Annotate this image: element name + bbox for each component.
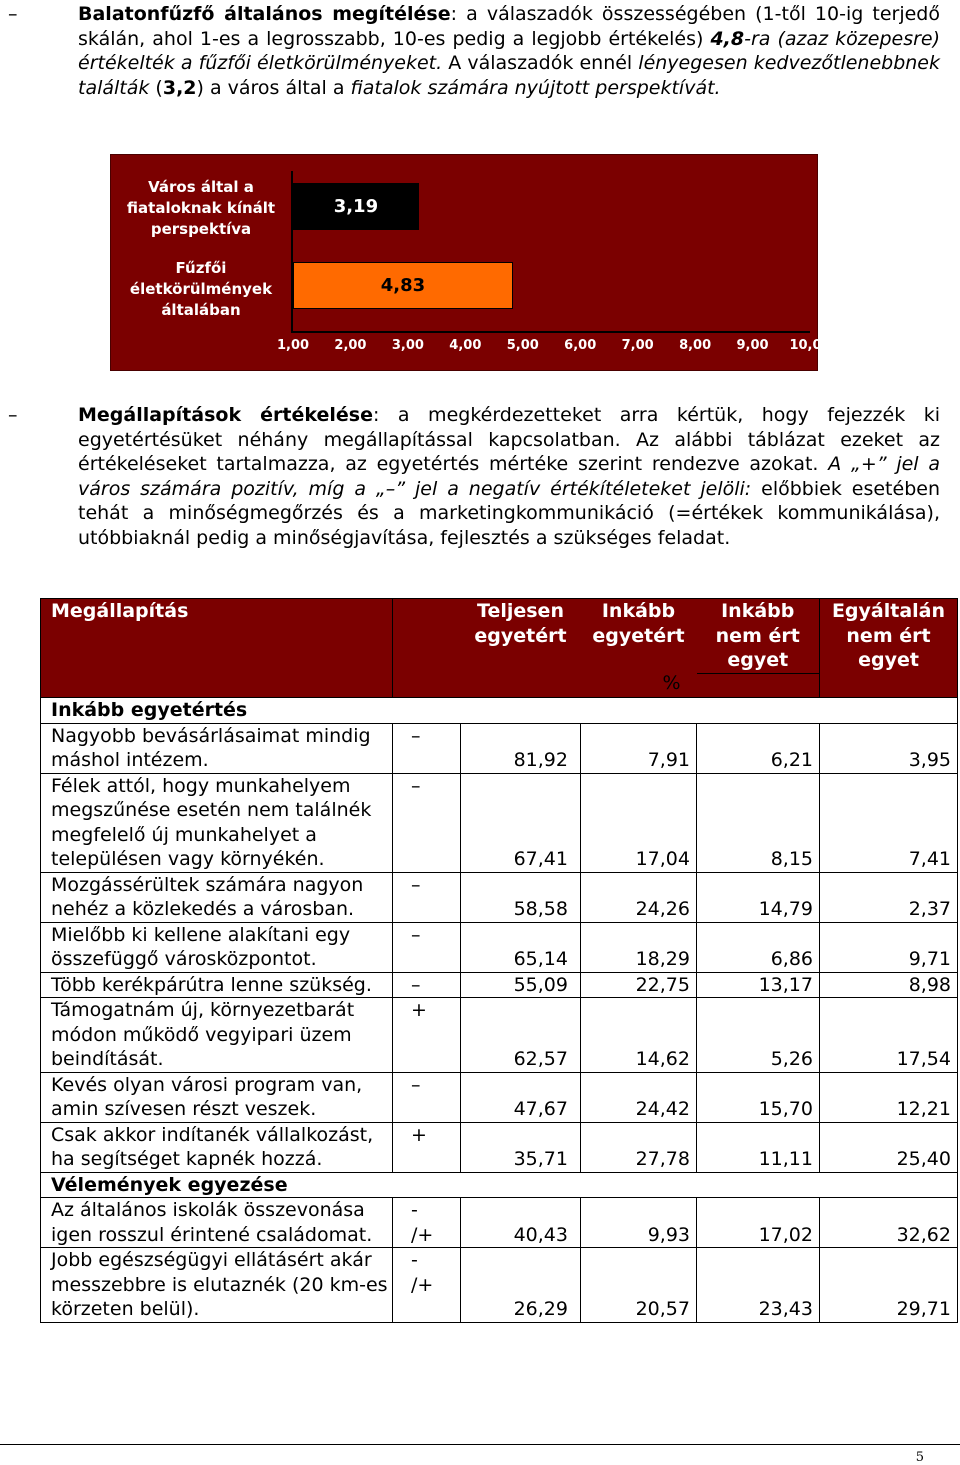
- header-cell: Megállapítás: [41, 599, 393, 698]
- value-cell: 9,93: [581, 1198, 697, 1248]
- bar-chart: [110, 154, 831, 371]
- text-run: A válaszadók ennél: [442, 52, 639, 74]
- emph-value: 3,2: [162, 76, 197, 99]
- list-dash: –: [8, 404, 18, 426]
- statement-cell: Jobb egészségügyi ellátásért akár messzebbre is elutaznék (20 km-es körzeten belül).: [41, 1248, 393, 1323]
- sign-cell: –: [393, 872, 461, 922]
- value-cell: 9,71: [820, 922, 958, 972]
- statement-cell: Kevés olyan városi program van, amin szívesen részt veszek.: [41, 1072, 393, 1122]
- value-cell: 25,40: [820, 1122, 958, 1172]
- value-cell: 15,70: [697, 1072, 820, 1122]
- x-tick-label: 9,00: [736, 338, 769, 353]
- header-cell: [393, 599, 461, 698]
- header-cell-label: Inkább egyetért: [592, 600, 685, 647]
- table-row: [41, 972, 958, 998]
- table-row: [41, 1122, 958, 1172]
- text-run: : a válaszadók összességében (1-től 10-ig terjedő skálán, ahol 1-es a legrosszabb, 10-es pedig a legjobb értékelés): [78, 3, 940, 50]
- x-tick-label: 6,00: [564, 338, 597, 353]
- bar-value-label: 3,19: [333, 196, 379, 217]
- sign-cell: –: [393, 972, 461, 998]
- statement-cell: Nagyobb bevásárlásaimat mindig máshol intézem.: [41, 723, 393, 773]
- table-row: [41, 998, 958, 1073]
- chart-bar: [293, 183, 419, 230]
- section-title: Inkább egyetértés: [41, 698, 958, 724]
- value-cell: 13,17: [697, 972, 820, 998]
- value-cell: 20,57: [581, 1248, 697, 1323]
- category-label: Város által a fiataloknak kínált perspektíva: [126, 178, 276, 238]
- value-cell: 17,04: [581, 773, 697, 872]
- findings-paragraph: [0, 403, 940, 550]
- text-run: előbbiek esetében tehát a minőségmegőrzés és a marketingkommunikáció (=értékek kommunikálása), utóbbiaknál pedig a minőségjavítása, fejlesztés a szükséges feladat.: [78, 477, 940, 549]
- value-cell: 7,41: [820, 773, 958, 872]
- value-cell: 8,98: [820, 972, 958, 998]
- value-cell: 24,26: [581, 872, 697, 922]
- x-tick-label: 1,00: [276, 338, 310, 353]
- statement-cell: Az általános iskolák összevonása igen rosszul érintené családomat.: [41, 1198, 393, 1248]
- header-cell-label: Inkább nem ért egyet: [697, 599, 820, 674]
- table-row: [41, 1072, 958, 1122]
- header-cell: Egyáltalán nem ért egyet: [820, 599, 958, 698]
- chart-bar: [293, 262, 513, 309]
- value-cell: 58,58: [461, 872, 581, 922]
- sign-cell: +: [393, 1122, 461, 1172]
- bar-value-label: 4,83: [380, 275, 426, 296]
- text-run: A „+” jel a város számára pozitív, míg a „–” jel a negatív értékítéleteket jelöli:: [78, 453, 940, 500]
- intro-paragraph: [0, 2, 940, 100]
- text-run: fiatalok számára nyújtott perspektívát.: [350, 76, 721, 99]
- emph-title: Megállapítások értékelése: [78, 404, 373, 426]
- statement-cell: Csak akkor indítanék vállalkozást, ha segítséget kapnék hozzá.: [41, 1122, 393, 1172]
- sign-cell: - /+: [393, 1198, 461, 1248]
- value-cell: 24,42: [581, 1072, 697, 1122]
- statement-cell: Félek attól, hogy munkahelyem megszűnése esetén nem találnék megfelelő új munkahelyet a településen vagy környékén.: [41, 773, 393, 872]
- table-header-row: [41, 599, 958, 698]
- value-cell: 12,21: [820, 1072, 958, 1122]
- value-cell: 40,43: [461, 1198, 581, 1248]
- sign-cell: –: [393, 1072, 461, 1122]
- value-cell: 18,29: [581, 922, 697, 972]
- table-row: [41, 723, 958, 773]
- emph-title: Balatonfűzfő általános megítélése: [78, 3, 451, 25]
- value-cell: 35,71: [461, 1122, 581, 1172]
- x-tick-label: 8,00: [679, 338, 712, 353]
- value-cell: 55,09: [461, 972, 581, 998]
- value-cell: 14,79: [697, 872, 820, 922]
- value-cell: 62,57: [461, 998, 581, 1073]
- text-run: (: [149, 76, 163, 99]
- value-cell: 8,15: [697, 773, 820, 872]
- statement-cell: Mozgássérültek számára nagyon nehéz a közlekedés a városban.: [41, 872, 393, 922]
- value-cell: 67,41: [461, 773, 581, 872]
- table-row: [41, 872, 958, 922]
- value-cell: 22,75: [581, 972, 697, 998]
- value-cell: 17,54: [820, 998, 958, 1073]
- x-tick-label: 3,00: [391, 338, 424, 353]
- list-dash: –: [8, 3, 18, 25]
- page-number: 5: [915, 1450, 924, 1465]
- header-cell: [662, 599, 820, 698]
- table-row: [41, 922, 958, 972]
- value-cell: 65,14: [461, 922, 581, 972]
- x-tick-label: 4,00: [449, 338, 482, 353]
- value-cell: 81,92: [461, 723, 581, 773]
- sign-cell: +: [393, 998, 461, 1073]
- table-row: [41, 1198, 958, 1248]
- value-cell: 7,91: [581, 723, 697, 773]
- statement-cell: Mielőbb ki kellene alakítani egy összefüggő városközpontot.: [41, 922, 393, 972]
- section-title: Vélemények egyezése: [41, 1172, 958, 1198]
- x-tick-label: 5,00: [506, 338, 539, 353]
- header-cell: Teljesen egyetért: [461, 599, 581, 698]
- x-tick-label: 7,00: [621, 338, 654, 353]
- text-run: lényegesen kedvezőtlenebbnek találták: [78, 52, 940, 99]
- section-row: [41, 698, 958, 724]
- value-cell: 11,11: [697, 1122, 820, 1172]
- unit-label: %: [662, 671, 681, 694]
- table-row: [41, 773, 958, 872]
- value-cell: 17,02: [697, 1198, 820, 1248]
- sign-cell: –: [393, 922, 461, 972]
- category-label: Fűzfői életkörülmények általában: [129, 259, 273, 319]
- value-cell: 23,43: [697, 1248, 820, 1323]
- statement-cell: Támogatnám új, környezetbarát módon működő vegyipari üzem beindítását.: [41, 998, 393, 1073]
- x-tick-label: 2,00: [334, 338, 367, 353]
- text-run: -ra (azaz közepesre) értékelték a fűzfői életkörülményeket.: [78, 27, 941, 74]
- section-row: [41, 1172, 958, 1198]
- text-run: : a megkérdezetteket arra kértük, hogy fejezzék ki egyetértésüket néhány megállapítással kapcsolatban. Az alábbi táblázat ezeket az értékeléseket tartalmazza, az egyetértés mértéke szerint rendezve azokat.: [78, 404, 940, 475]
- table-row: [41, 1248, 958, 1323]
- sign-cell: - /+: [393, 1248, 461, 1323]
- value-cell: 47,67: [461, 1072, 581, 1122]
- value-cell: 6,21: [697, 723, 820, 773]
- text-run: ) a város által a: [196, 76, 351, 99]
- sign-cell: –: [393, 723, 461, 773]
- value-cell: 6,86: [697, 922, 820, 972]
- statement-cell: Több kerékpárútra lenne szükség.: [41, 972, 393, 998]
- value-cell: 27,78: [581, 1122, 697, 1172]
- value-cell: 3,95: [820, 723, 958, 773]
- value-cell: 14,62: [581, 998, 697, 1073]
- findings-table: [40, 598, 958, 1323]
- value-cell: 26,29: [461, 1248, 581, 1323]
- sign-cell: –: [393, 773, 461, 872]
- emph-value: 4,8: [710, 27, 745, 50]
- x-tick-label: 10,00: [789, 338, 831, 353]
- value-cell: 2,37: [820, 872, 958, 922]
- footer-rule: [0, 1444, 960, 1445]
- value-cell: 32,62: [820, 1198, 958, 1248]
- value-cell: 29,71: [820, 1248, 958, 1323]
- value-cell: 5,26: [697, 998, 820, 1073]
